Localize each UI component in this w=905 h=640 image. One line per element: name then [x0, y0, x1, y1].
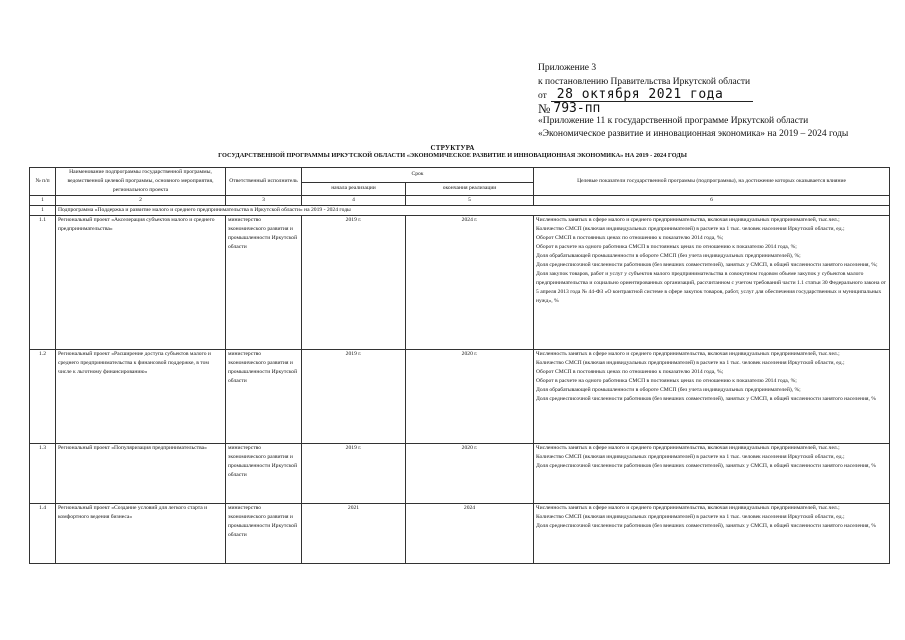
indicator-item: Численность занятых в сфере малого и среднего предпринимательства, включая индивидуальных предпринимателей, тыс.чел.; — [536, 217, 840, 223]
row-start: 2019 г. — [302, 350, 406, 444]
appendix-label: Приложение 3 — [538, 63, 597, 73]
column-number: 3 — [226, 196, 302, 206]
indicator-item: Доля среднесписочной численности работников (без внешних совместителей), занятых у СМСП, в общей численности занятого населения, % — [536, 396, 876, 402]
indicator-item: Доля закупок товаров, работ и услуг у субъектов малого предпринимательства в совокупном годовом объеме закупок у субъектов малого предпринимательства и социально ориентированных организаций, рассчитанном с учетом требований части 1.1 статьи 30 Федерального закона от 5 апреля 2013 года № 44-ФЗ «О контрактной системе в сфере закупок товаров, работ, услуг для обеспечения государственных и муниципальных нужд», % — [536, 271, 886, 304]
table-header-row — [30, 168, 890, 183]
header-term: Срок — [302, 168, 534, 183]
document-title — [0, 144, 905, 159]
decree-reference: к постановлению Правительства Иркутской области — [538, 76, 751, 87]
header-name: Наименование подпрограммы государственной программы, ведомственной целевой программы, основного мероприятия, регионального проекта — [56, 168, 226, 196]
date-prefix: от — [538, 90, 547, 101]
title-line-2: ГОСУДАРСТВЕННОЙ ПРОГРАММЫ ИРКУТСКОЙ ОБЛАСТИ «ЭКОНОМИЧЕСКОЕ РАЗВИТИЕ И ИННОВАЦИОННАЯ ЭКОНОМИКА» НА 2019 - 2024 ГОДЫ — [218, 152, 687, 159]
row-responsible: министерство экономического развития и промышленности Иркутской области — [226, 444, 302, 504]
row-responsible: министерство экономического развития и промышленности Иркутской области — [226, 216, 302, 350]
header-num: № п/п — [30, 168, 56, 196]
indicator-item: Численность занятых в сфере малого и среднего предпринимательства, включая индивидуальных предпринимателей, тыс.чел.; — [536, 445, 840, 451]
row-indicators — [534, 444, 890, 504]
subprogram-row — [30, 206, 890, 216]
row-start: 2021 — [302, 504, 406, 564]
row-num: 1.1 — [30, 216, 56, 350]
indicator-item: Количество СМСП (включая индивидуальных предпринимателей) в расчете на 1 тыс. человек населения Иркутской области, ед.; — [536, 454, 845, 460]
column-number: 1 — [30, 196, 56, 206]
appendix-11-line-2: «Экономическое развитие и инновационная экономика» на 2019 – 2024 годы — [538, 128, 849, 139]
indicator-item: Доля среднесписочной численности работников (без внешних совместителей), занятых у СМСП, в общей численности занятого населения, %; — [536, 262, 878, 268]
decree-date: 28 октября 2021 года — [551, 88, 754, 102]
row-project-name: Региональный проект «Популяризация предпринимательства» — [56, 444, 226, 504]
row-project-name: Региональный проект «Создание условий для легкого старта и комфортного ведения бизнеса» — [56, 504, 226, 564]
indicator-item: Количество СМСП (включая индивидуальных предпринимателей) в расчете на 1 тыс. человек населения Иркутской области, ед.; — [536, 514, 845, 520]
indicator-item: Оборот СМСП в постоянных ценах по отношению к показателю 2014 года, %; — [536, 369, 724, 375]
indicator-item: Доля обрабатывающей промышленности в обороте СМСП (без учета индивидуальных предпринимателей), %; — [536, 387, 801, 393]
column-number: 6 — [534, 196, 890, 206]
row-indicators — [534, 350, 890, 444]
header-end: окончания реализации — [406, 182, 534, 195]
indicator-item: Оборот СМСП в постоянных ценах по отношению к показателю 2014 года, %; — [536, 235, 724, 241]
row-responsible: министерство экономического развития и промышленности Иркутской области — [226, 504, 302, 564]
indicator-item: Доля среднесписочной численности работников (без внешних совместителей), занятых у СМСП, в общей численности занятого населения, % — [536, 523, 876, 529]
row-indicators — [534, 216, 890, 350]
number-sign: № — [538, 101, 551, 117]
header-responsible: Ответственный исполнитель — [226, 168, 302, 196]
row-project-name: Региональный проект «Акселерация субъектов малого и среднего предпринимательства» — [56, 216, 226, 350]
row-end: 2024 г. — [406, 216, 534, 350]
table-row — [30, 350, 890, 444]
row-end: 2020 г. — [406, 444, 534, 504]
header-indicators: Целевые показатели государственной программы (подпрограммы), на достижение которых оказывается влияние — [534, 168, 890, 196]
table-row — [30, 444, 890, 504]
row-start: 2019 г. — [302, 216, 406, 350]
indicator-item: Доля среднесписочной численности работников (без внешних совместителей), занятых у СМСП, в общей численности занятого населения, % — [536, 463, 876, 469]
decree-number: 793-пп — [553, 101, 601, 117]
row-project-name: Региональный проект «Расширение доступа субъектов малого и среднего предпринимательства к финансовой поддержке, в том числе к льготному финансированию» — [56, 350, 226, 444]
row-num: 1.2 — [30, 350, 56, 444]
row-end: 2024 — [406, 504, 534, 564]
indicator-item: Количество СМСП (включая индивидуальных предпринимателей) в расчете на 1 тыс. человек населения Иркутской области, ед.; — [536, 226, 845, 232]
row-end: 2020 г. — [406, 350, 534, 444]
appendix-11-line-1: «Приложение 11 к государственной программе Иркутской области — [538, 116, 809, 127]
row-start: 2019 г. — [302, 444, 406, 504]
decree-number-line — [538, 102, 893, 115]
row-num: 1.4 — [30, 504, 56, 564]
column-number: 2 — [56, 196, 226, 206]
indicator-item: Численность занятых в сфере малого и среднего предпринимательства, включая индивидуальных предпринимателей, тыс.чел.; — [536, 505, 840, 511]
indicator-item: Оборот в расчете на одного работника СМСП в постоянных ценах по отношению к показателю 2014 года, %; — [536, 244, 797, 250]
title-line-1: СТРУКТУРА — [430, 144, 475, 152]
indicator-item: Количество СМСП (включая индивидуальных предпринимателей) в расчете на 1 тыс. человек населения Иркутской области, ед.; — [536, 360, 845, 366]
row-num: 1.3 — [30, 444, 56, 504]
decree-date-line — [538, 88, 893, 102]
indicator-item: Оборот в расчете на одного работника СМСП в постоянных ценах по отношению к показателю 2014 года, %; — [536, 378, 797, 384]
indicator-item: Численность занятых в сфере малого и среднего предпринимательства, включая индивидуальных предпринимателей, тыс.чел.; — [536, 351, 840, 357]
approval-header — [538, 62, 893, 140]
table-row — [30, 504, 890, 564]
table-row — [30, 216, 890, 350]
column-number: 4 — [302, 196, 406, 206]
column-number: 5 — [406, 196, 534, 206]
indicator-item: Доля обрабатывающей промышленности в обороте СМСП (без учета индивидуальных предпринимателей), %; — [536, 253, 801, 259]
program-structure-table — [29, 167, 890, 564]
header-start: начала реализации — [302, 182, 406, 195]
row-responsible: министерство экономического развития и промышленности Иркутской области — [226, 350, 302, 444]
row-indicators — [534, 504, 890, 564]
subprogram-title: Подпрограмма «Поддержка и развитие малого и среднего предпринимательства в Иркутской области» на 2019 - 2024 годы — [56, 206, 890, 216]
subprogram-num: 1 — [30, 206, 56, 216]
column-number-row — [30, 196, 890, 206]
